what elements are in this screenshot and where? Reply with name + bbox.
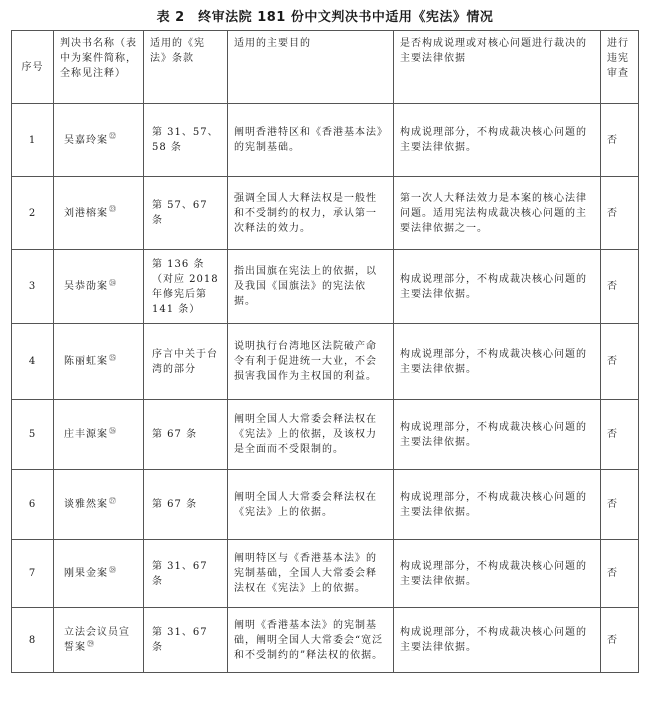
- case-name: 庄丰源案: [64, 429, 108, 440]
- cell-purpose: 强调全国人大释法权是一般性和不受制约的权力，承认第一次释法的效力。: [228, 177, 394, 250]
- cell-name: [54, 250, 144, 324]
- header-purpose: 适用的主要目的: [228, 31, 394, 104]
- cell-no: 8: [12, 608, 54, 673]
- constitution-application-table: [11, 30, 639, 673]
- cell-no: 6: [12, 470, 54, 540]
- cell-core: 构成说理部分，不构成裁决核心问题的主要法律依据。: [394, 324, 601, 400]
- cell-core: 构成说理部分，不构成裁决核心问题的主要法律依据。: [394, 250, 601, 324]
- cell-purpose: 阐明《香港基本法》的宪制基础，阐明全国人大常委会“宽泛和不受制约的”释法权的依据。: [228, 608, 394, 673]
- cell-review: 否: [601, 177, 639, 250]
- footnote-marker: ㉙: [87, 639, 95, 648]
- cell-name: [54, 324, 144, 400]
- cell-articles: 第 67 条: [144, 400, 228, 470]
- cell-review: 否: [601, 104, 639, 177]
- table-row: [12, 250, 639, 324]
- header-review: 进行违宪审查: [601, 31, 639, 104]
- cell-purpose: 指出国旗在宪法上的依据，以及我国《国旗法》的宪法依据。: [228, 250, 394, 324]
- cell-articles: 序言中关于台湾的部分: [144, 324, 228, 400]
- cell-articles: 第 57、67 条: [144, 177, 228, 250]
- table-caption: 表 2 终审法院 181 份中文判决书中适用《宪法》情况: [156, 10, 494, 25]
- case-name: 立法会议员宣誓案: [64, 627, 130, 653]
- table-row: [12, 324, 639, 400]
- cell-purpose: 阐明全国人大常委会释法权在《宪法》上的依据。: [228, 470, 394, 540]
- cell-articles: 第 31、67 条: [144, 540, 228, 608]
- cell-core: 构成说理部分，不构成裁决核心问题的主要法律依据。: [394, 470, 601, 540]
- cell-articles: 第 67 条: [144, 470, 228, 540]
- table-row: [12, 540, 639, 608]
- header-core: 是否构成说理或对核心问题进行裁决的主要法律依据: [394, 31, 601, 104]
- cell-no: 5: [12, 400, 54, 470]
- cell-core: 构成说理部分，不构成裁决核心问题的主要法律依据。: [394, 608, 601, 673]
- header-row: [12, 31, 639, 104]
- header-name: 判决书名称（表中为案件简称，全称见注释）: [54, 31, 144, 104]
- case-name: 吴嘉玲案: [64, 134, 108, 146]
- case-name: 谈雅然案: [64, 499, 108, 510]
- case-name: 吴恭劭案: [64, 281, 108, 292]
- cell-core: 第一次人大释法效力是本案的核心法律问题。适用宪法构成裁决核心问题的主要法律依据之一。: [394, 177, 601, 250]
- cell-articles: 第 31、57、58 条: [144, 104, 228, 177]
- footnote-marker: ㉔: [109, 278, 117, 287]
- case-name: 刚果金案: [64, 568, 108, 579]
- cell-no: 4: [12, 324, 54, 400]
- table-row: [12, 470, 639, 540]
- header-no: 序号: [12, 31, 54, 104]
- cell-purpose: 说明执行台湾地区法院破产命令有利于促进统一大业，不会损害我国作为主权国的利益。: [228, 324, 394, 400]
- cell-review: 否: [601, 400, 639, 470]
- cell-name: [54, 470, 144, 540]
- table-row: [12, 400, 639, 470]
- cell-name: [54, 540, 144, 608]
- cell-articles: 第 136 条（对应 2018 年修宪后第 141 条）: [144, 250, 228, 324]
- cell-name: [54, 400, 144, 470]
- table-row: [12, 104, 639, 177]
- cell-core: 构成说理部分，不构成裁决核心问题的主要法律依据。: [394, 104, 601, 177]
- cell-no: 7: [12, 540, 54, 608]
- cell-review: 否: [601, 540, 639, 608]
- footnote-marker: ㉖: [109, 426, 117, 435]
- cell-name: [54, 608, 144, 673]
- footnote-marker: ㉕: [109, 353, 117, 362]
- cell-purpose: 阐明香港特区和《香港基本法》的宪制基础。: [228, 104, 394, 177]
- cell-purpose: 阐明全国人大常委会释法权在《宪法》上的依据，及该权力是全面而不受限制的。: [228, 400, 394, 470]
- cell-purpose: 阐明特区与《香港基本法》的宪制基础，全国人大常委会释法权在《宪法》上的依据。: [228, 540, 394, 608]
- footnote-marker: ㉘: [109, 565, 117, 574]
- cell-name: [54, 177, 144, 250]
- table-row: [12, 608, 639, 673]
- footnote-marker: ㉓: [109, 205, 117, 214]
- header-articles: 适用的《宪法》条款: [144, 31, 228, 104]
- cell-review: 否: [601, 608, 639, 673]
- cell-review: 否: [601, 324, 639, 400]
- cell-review: 否: [601, 470, 639, 540]
- footnote-marker: ㉒: [109, 132, 117, 141]
- cell-name: [54, 104, 144, 177]
- cell-no: 1: [12, 104, 54, 177]
- case-name: 陈丽虹案: [64, 356, 108, 367]
- cell-no: 2: [12, 177, 54, 250]
- cell-core: 构成说理部分，不构成裁决核心问题的主要法律依据。: [394, 400, 601, 470]
- footnote-marker: ㉗: [109, 496, 117, 505]
- cell-review: 否: [601, 250, 639, 324]
- cell-core: 构成说理部分，不构成裁决核心问题的主要法律依据。: [394, 540, 601, 608]
- case-name: 刘港榕案: [64, 207, 108, 219]
- table-row: [12, 177, 639, 250]
- cell-no: 3: [12, 250, 54, 324]
- cell-articles: 第 31、67 条: [144, 608, 228, 673]
